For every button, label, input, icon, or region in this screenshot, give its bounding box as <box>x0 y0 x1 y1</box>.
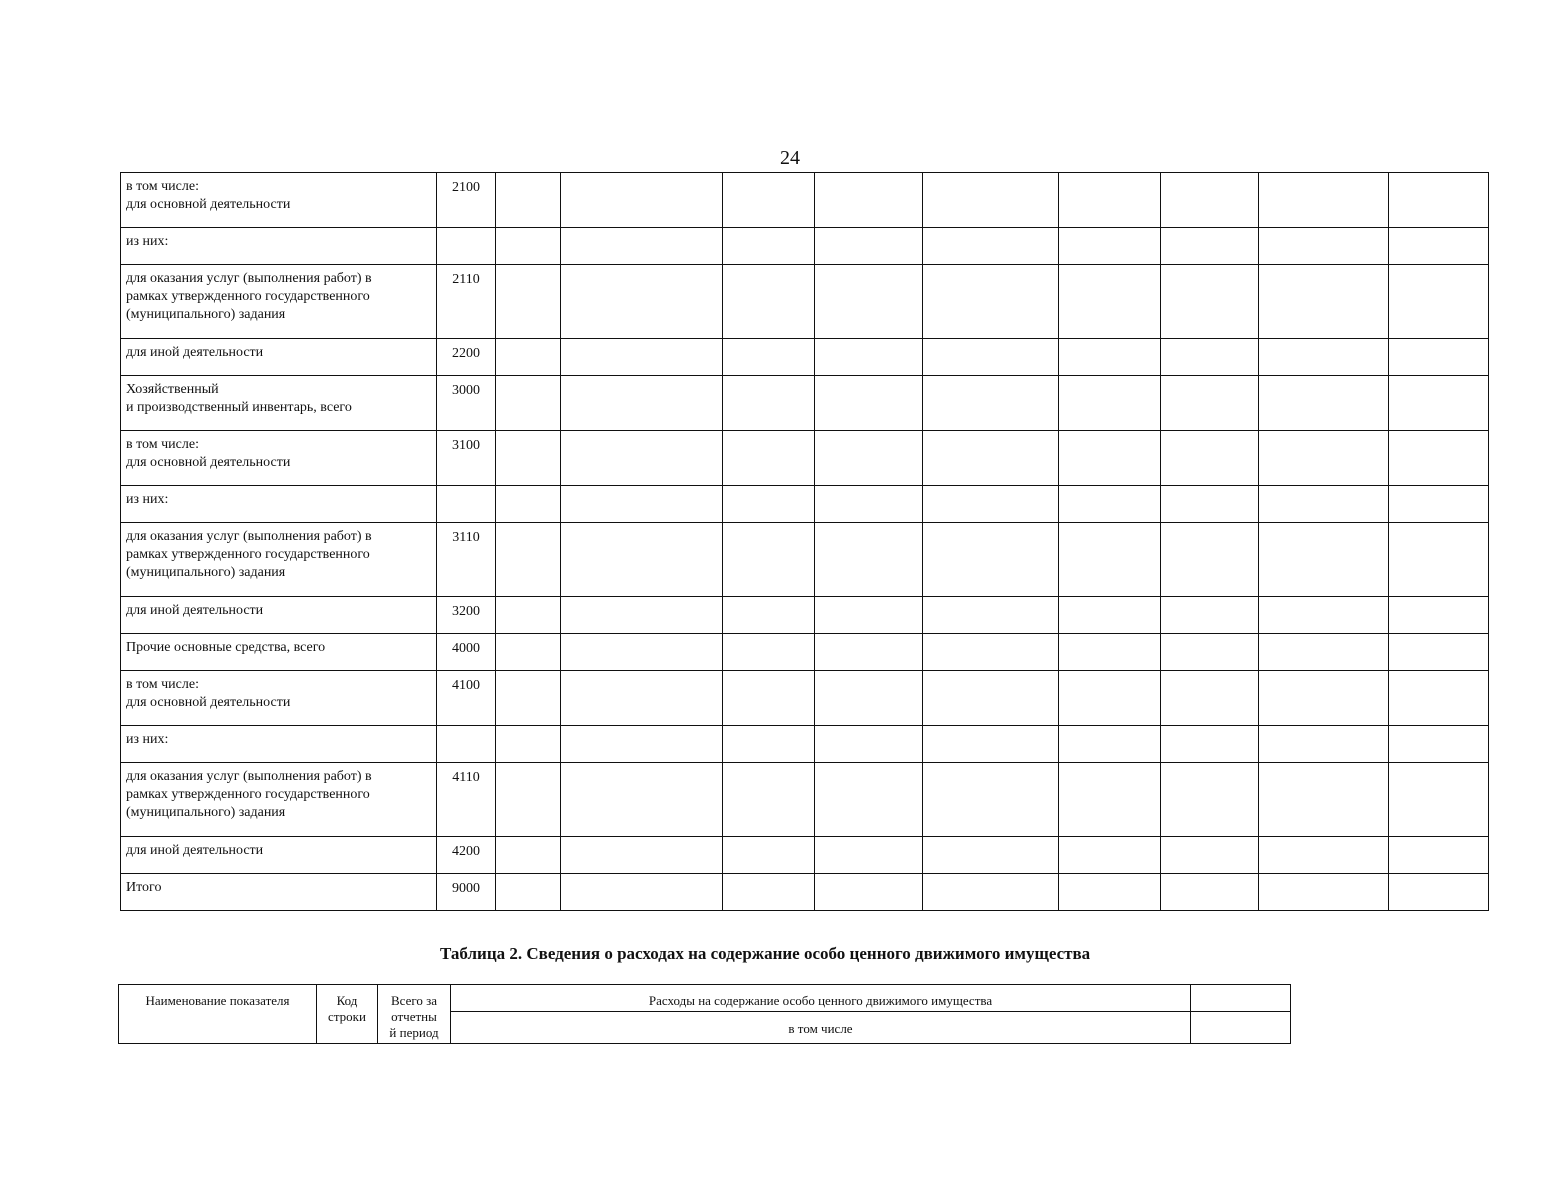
column-header-extra-sub <box>1191 1012 1291 1044</box>
empty-cell <box>496 671 561 726</box>
empty-cell <box>923 265 1059 339</box>
empty-cell <box>496 376 561 431</box>
empty-cell <box>1161 726 1259 763</box>
empty-cell <box>723 837 815 874</box>
table-row <box>121 874 1489 911</box>
empty-cell <box>815 173 923 228</box>
row-code <box>437 228 496 265</box>
row-code: 2110 <box>437 265 496 339</box>
maintenance-expenses-table <box>118 984 1291 1044</box>
table-row <box>121 339 1489 376</box>
empty-cell <box>923 874 1059 911</box>
empty-cell <box>923 486 1059 523</box>
row-label: для оказания услуг (выполнения работ) в рамках утвержденного государственного (муниципального) задания <box>121 265 437 339</box>
empty-cell <box>1059 671 1161 726</box>
empty-cell <box>1161 339 1259 376</box>
row-label: из них: <box>121 228 437 265</box>
table-row <box>121 486 1489 523</box>
empty-cell <box>815 523 923 597</box>
empty-cell <box>1259 726 1389 763</box>
empty-cell <box>1259 173 1389 228</box>
empty-cell <box>561 837 723 874</box>
empty-cell <box>723 376 815 431</box>
empty-cell <box>1161 486 1259 523</box>
fixed-assets-table-body <box>121 173 1489 911</box>
empty-cell <box>923 523 1059 597</box>
empty-cell <box>815 837 923 874</box>
row-code: 2100 <box>437 173 496 228</box>
empty-cell <box>1389 837 1489 874</box>
empty-cell <box>815 634 923 671</box>
empty-cell <box>815 763 923 837</box>
column-header-expenses: Расходы на содержание особо ценного движимого имущества <box>451 985 1191 1012</box>
empty-cell <box>815 874 923 911</box>
empty-cell <box>1389 726 1489 763</box>
column-header-including: в том числе <box>451 1012 1191 1044</box>
empty-cell <box>496 486 561 523</box>
empty-cell <box>723 431 815 486</box>
empty-cell <box>561 339 723 376</box>
empty-cell <box>723 726 815 763</box>
empty-cell <box>1389 634 1489 671</box>
empty-cell <box>923 431 1059 486</box>
row-code: 4100 <box>437 671 496 726</box>
row-label: в том числе: для основной деятельности <box>121 173 437 228</box>
empty-cell <box>1161 837 1259 874</box>
empty-cell <box>723 523 815 597</box>
empty-cell <box>923 671 1059 726</box>
empty-cell <box>815 671 923 726</box>
empty-cell <box>1059 431 1161 486</box>
column-header-extra <box>1191 985 1291 1012</box>
empty-cell <box>561 523 723 597</box>
empty-cell <box>815 228 923 265</box>
empty-cell <box>1389 431 1489 486</box>
empty-cell <box>923 634 1059 671</box>
empty-cell <box>1259 486 1389 523</box>
empty-cell <box>815 486 923 523</box>
empty-cell <box>1059 376 1161 431</box>
empty-cell <box>1389 486 1489 523</box>
empty-cell <box>1059 597 1161 634</box>
empty-cell <box>723 265 815 339</box>
table-row <box>121 671 1489 726</box>
empty-cell <box>923 837 1059 874</box>
empty-cell <box>496 763 561 837</box>
table-row <box>121 763 1489 837</box>
empty-cell <box>1161 671 1259 726</box>
empty-cell <box>923 726 1059 763</box>
empty-cell <box>561 726 723 763</box>
empty-cell <box>723 228 815 265</box>
row-code: 3110 <box>437 523 496 597</box>
row-code: 2200 <box>437 339 496 376</box>
row-code: 9000 <box>437 874 496 911</box>
empty-cell <box>1259 671 1389 726</box>
empty-cell <box>1259 874 1389 911</box>
empty-cell <box>1389 874 1489 911</box>
empty-cell <box>1059 523 1161 597</box>
empty-cell <box>1059 874 1161 911</box>
table-row <box>121 376 1489 431</box>
table-row <box>121 634 1489 671</box>
empty-cell <box>815 431 923 486</box>
table-row <box>121 597 1489 634</box>
empty-cell <box>496 339 561 376</box>
empty-cell <box>561 874 723 911</box>
empty-cell <box>496 431 561 486</box>
column-header-name: Наименование показателя <box>119 985 317 1044</box>
table-row <box>121 228 1489 265</box>
empty-cell <box>1161 173 1259 228</box>
empty-cell <box>1259 597 1389 634</box>
fixed-assets-table <box>120 172 1489 911</box>
row-label: для оказания услуг (выполнения работ) в рамках утвержденного государственного (муниципального) задания <box>121 763 437 837</box>
empty-cell <box>1059 265 1161 339</box>
row-label: Прочие основные средства, всего <box>121 634 437 671</box>
row-code: 3000 <box>437 376 496 431</box>
empty-cell <box>561 671 723 726</box>
empty-cell <box>723 173 815 228</box>
table-row <box>121 265 1489 339</box>
empty-cell <box>1259 523 1389 597</box>
empty-cell <box>923 763 1059 837</box>
table2-header-row <box>119 985 1291 1012</box>
empty-cell <box>1389 523 1489 597</box>
empty-cell <box>1259 339 1389 376</box>
row-label: для иной деятельности <box>121 597 437 634</box>
empty-cell <box>561 173 723 228</box>
empty-cell <box>496 597 561 634</box>
row-code: 4110 <box>437 763 496 837</box>
empty-cell <box>561 597 723 634</box>
empty-cell <box>815 376 923 431</box>
table-row <box>121 431 1489 486</box>
table-row <box>121 173 1489 228</box>
column-header-total: Всего за отчетны й период <box>378 985 451 1044</box>
table-row <box>121 523 1489 597</box>
empty-cell <box>1259 634 1389 671</box>
row-code: 4000 <box>437 634 496 671</box>
empty-cell <box>923 339 1059 376</box>
empty-cell <box>496 228 561 265</box>
row-label: для оказания услуг (выполнения работ) в рамках утвержденного государственного (муниципального) задания <box>121 523 437 597</box>
empty-cell <box>815 726 923 763</box>
column-header-code: Код строки <box>317 985 378 1044</box>
empty-cell <box>1259 265 1389 339</box>
empty-cell <box>923 597 1059 634</box>
table-row <box>121 837 1489 874</box>
row-code: 4200 <box>437 837 496 874</box>
empty-cell <box>1059 228 1161 265</box>
empty-cell <box>1059 763 1161 837</box>
empty-cell <box>723 597 815 634</box>
empty-cell <box>1059 634 1161 671</box>
empty-cell <box>1389 671 1489 726</box>
empty-cell <box>1161 376 1259 431</box>
row-code <box>437 486 496 523</box>
empty-cell <box>496 874 561 911</box>
empty-cell <box>723 634 815 671</box>
empty-cell <box>1259 763 1389 837</box>
empty-cell <box>923 173 1059 228</box>
empty-cell <box>496 265 561 339</box>
empty-cell <box>1259 376 1389 431</box>
empty-cell <box>1389 339 1489 376</box>
empty-cell <box>1059 339 1161 376</box>
empty-cell <box>1059 173 1161 228</box>
empty-cell <box>815 597 923 634</box>
row-label: в том числе: для основной деятельности <box>121 431 437 486</box>
empty-cell <box>561 376 723 431</box>
empty-cell <box>561 486 723 523</box>
empty-cell <box>496 634 561 671</box>
empty-cell <box>561 431 723 486</box>
empty-cell <box>561 228 723 265</box>
row-label: в том числе: для основной деятельности <box>121 671 437 726</box>
empty-cell <box>1389 173 1489 228</box>
empty-cell <box>1059 726 1161 763</box>
page-number: 24 <box>780 147 800 169</box>
empty-cell <box>496 726 561 763</box>
row-code: 3200 <box>437 597 496 634</box>
empty-cell <box>1389 265 1489 339</box>
row-label: Итого <box>121 874 437 911</box>
empty-cell <box>1161 634 1259 671</box>
empty-cell <box>496 523 561 597</box>
empty-cell <box>815 339 923 376</box>
row-label: из них: <box>121 726 437 763</box>
empty-cell <box>1259 431 1389 486</box>
row-code <box>437 726 496 763</box>
empty-cell <box>723 486 815 523</box>
empty-cell <box>1059 837 1161 874</box>
empty-cell <box>723 339 815 376</box>
empty-cell <box>1389 763 1489 837</box>
empty-cell <box>561 763 723 837</box>
empty-cell <box>1161 874 1259 911</box>
empty-cell <box>815 265 923 339</box>
empty-cell <box>923 376 1059 431</box>
empty-cell <box>1161 523 1259 597</box>
empty-cell <box>723 763 815 837</box>
empty-cell <box>1161 228 1259 265</box>
empty-cell <box>723 671 815 726</box>
empty-cell <box>1161 597 1259 634</box>
empty-cell <box>723 874 815 911</box>
empty-cell <box>561 265 723 339</box>
row-label: для иной деятельности <box>121 339 437 376</box>
empty-cell <box>1059 486 1161 523</box>
empty-cell <box>1161 431 1259 486</box>
empty-cell <box>1161 763 1259 837</box>
empty-cell <box>923 228 1059 265</box>
row-label: из них: <box>121 486 437 523</box>
empty-cell <box>1259 837 1389 874</box>
row-code: 3100 <box>437 431 496 486</box>
empty-cell <box>1259 228 1389 265</box>
row-label: Хозяйственный и производственный инвентарь, всего <box>121 376 437 431</box>
table2-title: Таблица 2. Сведения о расходах на содержание особо ценного движимого имущества <box>440 944 1091 963</box>
empty-cell <box>561 634 723 671</box>
empty-cell <box>1161 265 1259 339</box>
empty-cell <box>1389 597 1489 634</box>
table-row <box>121 726 1489 763</box>
row-label: для иной деятельности <box>121 837 437 874</box>
empty-cell <box>496 173 561 228</box>
empty-cell <box>496 837 561 874</box>
empty-cell <box>1389 376 1489 431</box>
empty-cell <box>1389 228 1489 265</box>
